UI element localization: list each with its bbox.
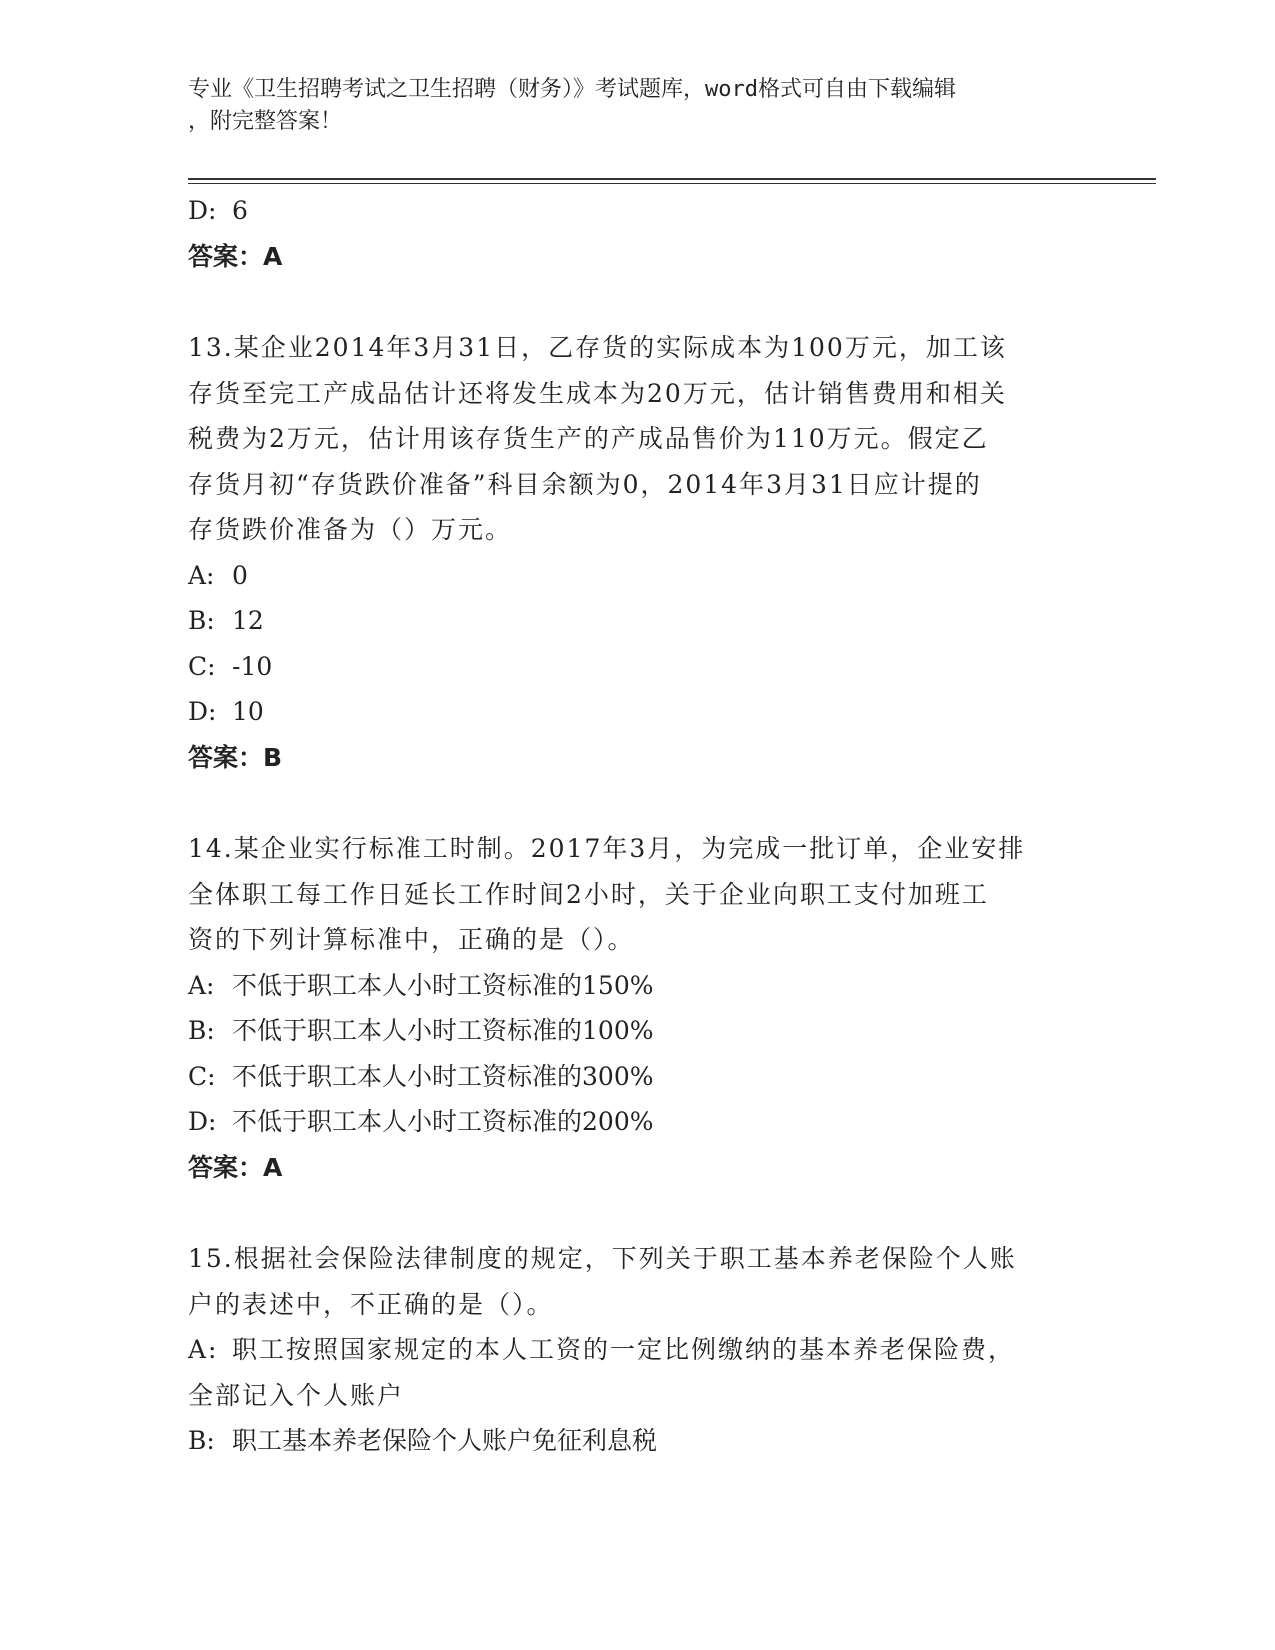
option-c: C: -10: [188, 651, 273, 681]
option-c: C: 不低于职工本人小时工资标准的300%: [188, 1061, 654, 1091]
document-header: [188, 74, 1068, 138]
option-a: A: 职工按照国家规定的本人工资的一定比例缴纳的基本养老保险费， 全部记入个人账户: [188, 1335, 1016, 1410]
option-a: A: 不低于职工本人小时工资标准的150%: [188, 970, 654, 1000]
answer: 答案：A: [188, 241, 283, 271]
header-line-1: 专业《卫生招聘考试之卫生招聘（财务）》考试题库，word格式可自由下载编辑: [188, 77, 956, 102]
question-text: 15.根据社会保险法律制度的规定，下列关于职工基本养老保险个人账 户的表述中，不正确的是（）。: [188, 1244, 1017, 1319]
option-d: D: 10: [188, 697, 264, 726]
option-d: D: 6: [188, 196, 248, 225]
question-text: 13.某企业2014年3月31日，乙存货的实际成本为100万元，加工该 存货至完工产成品估计还将发生成本为20万元，估计销售费用和相关 税费为2万元，估计用该存货生产的产成品售价为110万元。假定乙 存货月初“存货跌价准备”科目余额为0，2014年3月31日应计提的 存货跌价准备为（）万元。: [188, 333, 1007, 544]
page: [188, 0, 1088, 138]
answer: 答案：B: [188, 742, 283, 772]
option-d: D: 不低于职工本人小时工资标准的200%: [188, 1107, 654, 1136]
option-b: B: 12: [188, 606, 264, 635]
question-14: [188, 826, 1088, 1190]
option-b: B: 职工基本养老保险个人账户免征利息税: [188, 1426, 658, 1455]
answer: 答案：A: [188, 1152, 283, 1182]
header-divider: [188, 178, 1156, 184]
question-list: [188, 188, 1088, 1464]
question-text: 14.某企业实行标准工时制。2017年3月，为完成一批订单，企业安排 全体职工每工作日延长工作时间2小时，关于企业向职工支付加班工 资的下列计算标准中，正确的是（）。: [188, 834, 1026, 954]
option-b: B: 不低于职工本人小时工资标准的100%: [188, 1016, 654, 1045]
option-a: A: 0: [188, 560, 248, 590]
question-13: [188, 325, 1088, 780]
header-line-2: ，附完整答案！: [188, 109, 343, 134]
question-15: [188, 1236, 1088, 1464]
